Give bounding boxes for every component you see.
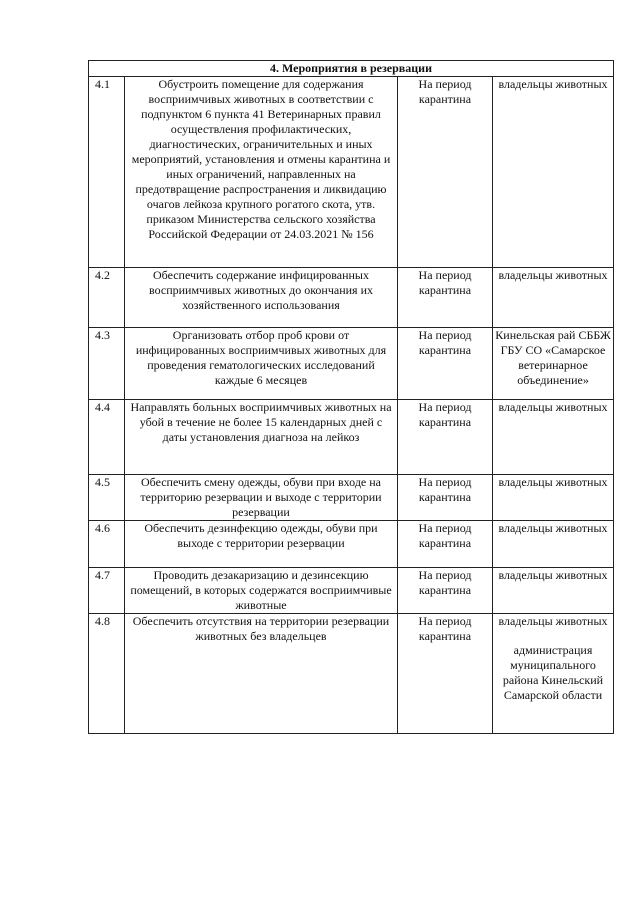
responsible-text: владельцы животных (493, 568, 614, 614)
period-text: На период карантина (398, 77, 493, 268)
responsible-text: Кинельская рай СББЖ ГБУ СО «Самарское ветеринарное объединение» (493, 328, 614, 400)
task-text: Проводить дезакаризацию и дезинсекцию помещений, в которых содержатся восприимчивые животные (125, 568, 398, 614)
responsible-cell (493, 614, 614, 734)
table-row (89, 614, 614, 734)
row-number: 4.1 (89, 77, 125, 268)
period-text: На период карантина (398, 475, 493, 521)
responsible-text: владельцы животных (493, 77, 614, 268)
responsible-extra-text: администрация муниципального района Кинельский Самарской области (502, 643, 604, 702)
task-text: Обустроить помещение для содержания восприимчивых животных в соответствии с подпунктом 6 пункта 41 Ветеринарных правил осуществления профилактических, диагностических, ограничительных и иных мероприятий, установления и отмены карантина и иных ограничений, направленных на предотвращение распространения и ликвидацию очагов лейкоза крупного рогатого скота, утв. приказом Министерства сельского хозяйства Российской Федерации от 24.03.2021 № 156 (125, 77, 398, 268)
task-text: Обеспечить смену одежды, обуви при входе на территорию резервации и выходе с территории резервации (125, 475, 398, 521)
row-number: 4.5 (89, 475, 125, 521)
period-text: На период карантина (398, 521, 493, 568)
period-text: На период карантина (398, 328, 493, 400)
period-text: На период карантина (398, 268, 493, 328)
responsible-text: владельцы животных (493, 475, 614, 521)
task-text: Организовать отбор проб крови от инфицированных восприимчивых животных для проведения гематологических исследований каждые 6 месяцев (125, 328, 398, 400)
table-row (89, 400, 614, 475)
table-row (89, 77, 614, 268)
period-text: На период карантина (398, 568, 493, 614)
table-body (89, 61, 614, 734)
section-header-row (89, 61, 614, 77)
row-number: 4.8 (89, 614, 125, 734)
responsible-text: владельцы животных (493, 400, 614, 475)
table-row (89, 568, 614, 614)
task-text: Обеспечить содержание инфицированных восприимчивых животных до окончания их хозяйственного использования (125, 268, 398, 328)
task-text: Направлять больных восприимчивых животных на убой в течение не более 15 календарных дней с даты установления диагноза на лейкоз (125, 400, 398, 475)
row-number: 4.7 (89, 568, 125, 614)
row-number: 4.4 (89, 400, 125, 475)
row-number: 4.3 (89, 328, 125, 400)
period-text: На период карантина (398, 400, 493, 475)
row-number: 4.6 (89, 521, 125, 568)
responsible-text: владельцы животных (493, 268, 614, 328)
responsible-text: владельцы животных (498, 614, 608, 628)
table-row (89, 475, 614, 521)
table-row (89, 521, 614, 568)
task-text: Обеспечить дезинфекцию одежды, обуви при выходе с территории резервации (125, 521, 398, 568)
table-row (89, 268, 614, 328)
table-row (89, 328, 614, 400)
task-text: Обеспечить отсутствия на территории резервации животных без владельцев (125, 614, 398, 734)
period-text: На период карантина (398, 614, 493, 734)
section-title: 4. Мероприятия в резервации (89, 61, 614, 77)
responsible-text: владельцы животных (493, 521, 614, 568)
row-number: 4.2 (89, 268, 125, 328)
measures-table (88, 60, 614, 734)
